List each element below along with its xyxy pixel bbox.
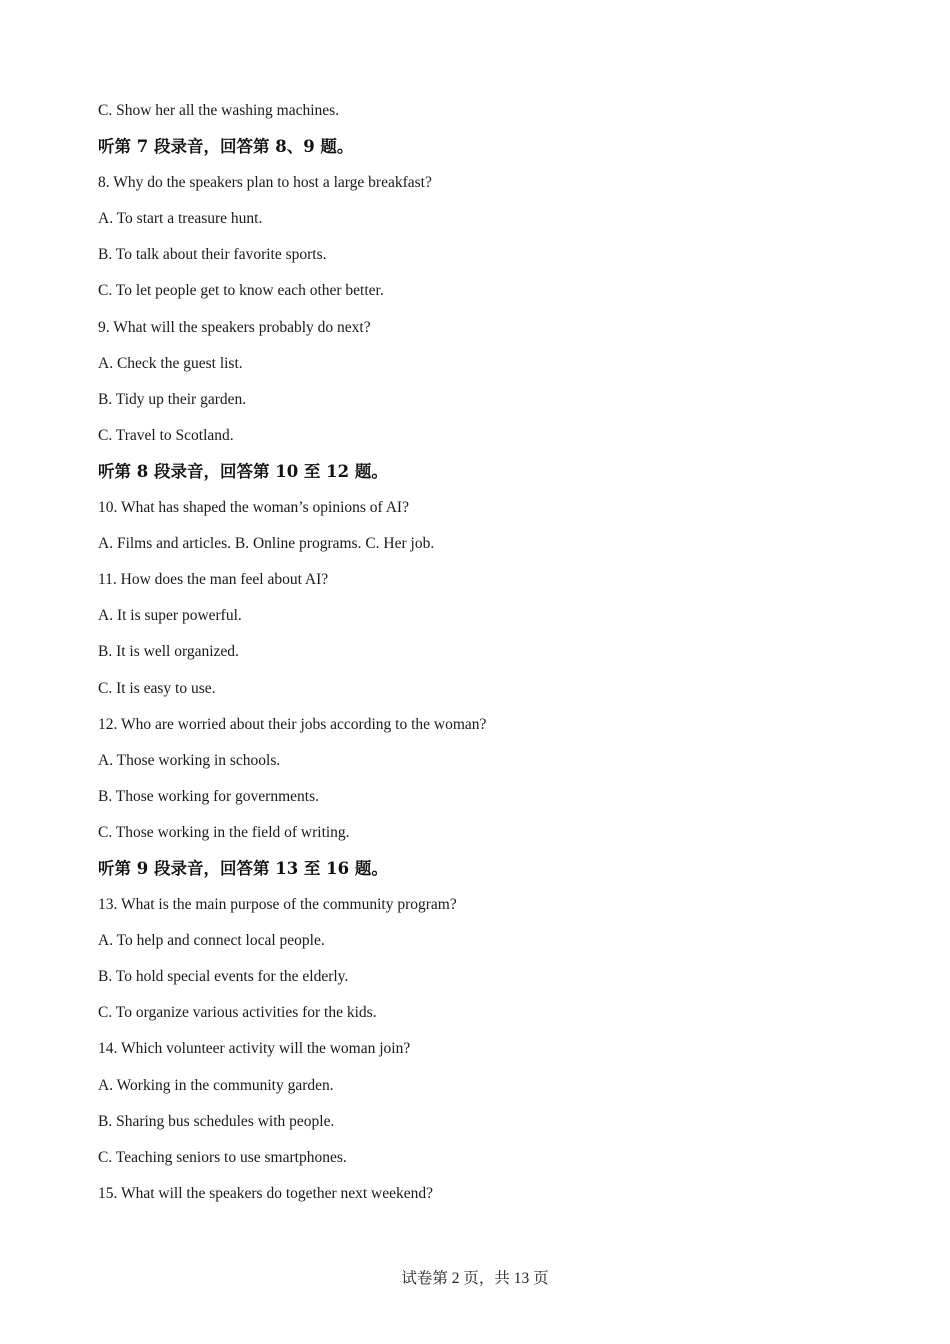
question-stem: 10. What has shaped the woman’s opinions of AI?: [98, 499, 409, 517]
answer-option: B. To hold special events for the elderly.: [98, 968, 349, 986]
section-heading: 听第 8 段录音，回答第 10 至 12 题。: [98, 461, 388, 481]
answer-option: A. Those working in schools.: [98, 751, 281, 769]
answer-option: B. Tidy up their garden.: [98, 390, 247, 408]
answer-option: C. To let people get to know each other better.: [98, 282, 384, 300]
question-stem: 13. What is the main purpose of the community program?: [98, 896, 457, 914]
answer-option: A. It is super powerful.: [98, 607, 242, 625]
question-stem: 12. Who are worried about their jobs according to the woman?: [98, 715, 487, 733]
page-number-footer: 试卷第 2 页，共 13 页: [401, 1270, 549, 1287]
answer-options-inline: A. Films and articles. B. Online programs. C. Her job.: [98, 535, 435, 553]
answer-option: C. To organize various activities for the kids.: [98, 1004, 377, 1022]
section-heading: 听第 9 段录音，回答第 13 至 16 题。: [98, 858, 388, 878]
exam-content: [98, 96, 858, 1215]
answer-option: B. To talk about their favorite sports.: [98, 246, 327, 264]
answer-option: A. To help and connect local people.: [98, 932, 325, 950]
question-stem: 9. What will the speakers probably do next?: [98, 318, 371, 336]
section-heading: 听第 7 段录音，回答第 8、9 题。: [98, 137, 354, 157]
answer-option: A. Check the guest list.: [98, 354, 243, 372]
answer-option: C. Those working in the field of writing.: [98, 823, 350, 841]
question-stem: 8. Why do the speakers plan to host a large breakfast?: [98, 174, 432, 192]
question-stem: 15. What will the speakers do together next weekend?: [98, 1184, 434, 1202]
answer-option: B. It is well organized.: [98, 643, 239, 661]
question-stem: 14. Which volunteer activity will the woman join?: [98, 1040, 411, 1058]
answer-option: C. Show her all the washing machines.: [98, 102, 340, 119]
answer-option: C. Teaching seniors to use smartphones.: [98, 1148, 347, 1166]
answer-option: B. Those working for governments.: [98, 787, 319, 805]
answer-option: C. It is easy to use.: [98, 679, 216, 697]
answer-option: C. Travel to Scotland.: [98, 426, 234, 444]
question-stem: 11. How does the man feel about AI?: [98, 571, 329, 589]
answer-option: B. Sharing bus schedules with people.: [98, 1112, 335, 1130]
answer-option: A. Working in the community garden.: [98, 1076, 334, 1094]
answer-option: A. To start a treasure hunt.: [98, 210, 263, 228]
